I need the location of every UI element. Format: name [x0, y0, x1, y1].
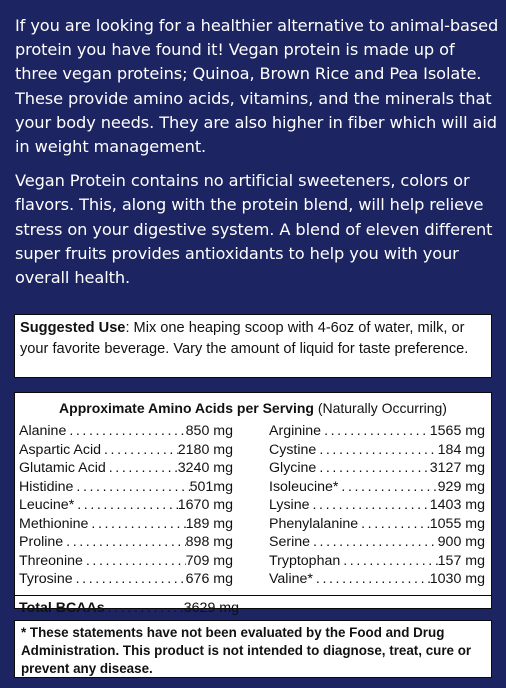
amino-row [269, 478, 485, 497]
amino-value: 3240 mg [177, 460, 233, 476]
amino-column-right [253, 422, 491, 589]
amino-row [19, 496, 233, 515]
amino-name: Histidine [19, 478, 74, 495]
amino-value: 157 mg [437, 552, 485, 569]
total-bcaas-label: Total BCAAs [19, 599, 105, 616]
amino-value: 709 mg [185, 552, 233, 569]
amino-name: Aspartic Acid [19, 441, 102, 458]
amino-column-left [15, 422, 253, 589]
amino-value: 676 mg [185, 571, 233, 587]
suggested-use-label: Suggested Use [20, 320, 126, 336]
amino-value: 1403 mg [429, 497, 485, 513]
amino-row [19, 515, 233, 534]
amino-row [19, 459, 233, 478]
amino-name: Lysine [269, 497, 310, 513]
amino-value: 1030 mg [429, 571, 485, 587]
amino-name: Serine [269, 534, 311, 550]
amino-value: 501mg [189, 478, 233, 495]
total-bcaas-row [19, 599, 239, 618]
amino-row [269, 552, 485, 571]
product-description [15, 14, 499, 290]
amino-value: 1670 mg [177, 497, 233, 513]
fda-disclaimer-box [14, 620, 492, 678]
amino-row [269, 533, 485, 552]
suggested-use-text: : Mix one heaping scoop with 4-6oz of water, milk, or your favorite beverage. Vary the amount of liquid for taste preference. [20, 320, 469, 357]
amino-row [269, 422, 485, 441]
amino-row [19, 533, 233, 552]
amino-row [269, 570, 485, 589]
total-bcaas-value: 3629 mg [183, 599, 239, 616]
amino-row [19, 478, 233, 497]
amino-name: Valine* [269, 571, 313, 587]
description-paragraph-1: If you are looking for a healthier alternative to animal-based protein you have found it! Vegan protein is made up of three vegan proteins; Quinoa, Brown Rice and Pea Isolate. These provide amino acids, vitamins, and the minerals that your body needs. They are also higher in fiber which will aid in weight management. [15, 16, 499, 157]
amino-row [269, 496, 485, 515]
fda-disclaimer-text: * These statements have not been evaluated by the Food and Drug Administration. This product is not intended to diagnose, treat, cure or prevent any disease. [21, 625, 472, 677]
amino-value: 2180 mg [177, 441, 233, 458]
amino-table-title [15, 393, 491, 422]
amino-name: Cystine [269, 441, 317, 458]
description-paragraph-2: Vegan Protein contains no artificial sweeteners, colors or flavors. This, along with the protein blend, will help relieve stress on your digestive system. A blend of eleven different super fruits provides antioxidants to help you with your overall health. [15, 171, 493, 288]
amino-value: 929 mg [437, 478, 485, 495]
amino-name: Glutamic Acid [19, 460, 106, 476]
total-bcaas-section [15, 595, 491, 618]
amino-value: 898 mg [185, 534, 233, 550]
suggested-use-box [14, 314, 492, 378]
amino-name: Threonine [19, 552, 83, 569]
amino-value: 850 mg [185, 423, 233, 439]
amino-name: Tryptophan [269, 552, 341, 569]
amino-row [19, 422, 233, 441]
amino-name: Isoleucine* [269, 478, 339, 495]
amino-value: 3127 mg [429, 460, 485, 476]
amino-acids-table [14, 392, 492, 616]
amino-row [269, 441, 485, 460]
amino-value: 1055 mg [429, 515, 485, 532]
amino-name: Phenylalanine [269, 515, 359, 532]
amino-value: 184 mg [437, 441, 485, 458]
amino-title-bold: Approximate Amino Acids per Serving [59, 400, 314, 416]
amino-name: Proline [19, 534, 64, 550]
amino-value: 1565 mg [429, 423, 485, 439]
amino-row [19, 441, 233, 460]
amino-value: 900 mg [437, 534, 485, 550]
amino-row [19, 570, 233, 589]
amino-value: 189 mg [185, 515, 233, 532]
amino-name: Leucine* [19, 497, 75, 513]
amino-name: Arginine [269, 423, 322, 439]
amino-name: Tyrosine [19, 571, 73, 587]
amino-row [19, 552, 233, 571]
amino-row [269, 459, 485, 478]
amino-name: Methionine [19, 515, 89, 532]
amino-name: Alanine [19, 423, 67, 439]
amino-row [269, 515, 485, 534]
amino-title-note: (Naturally Occurring) [313, 400, 447, 416]
amino-name: Glycine [269, 460, 317, 476]
